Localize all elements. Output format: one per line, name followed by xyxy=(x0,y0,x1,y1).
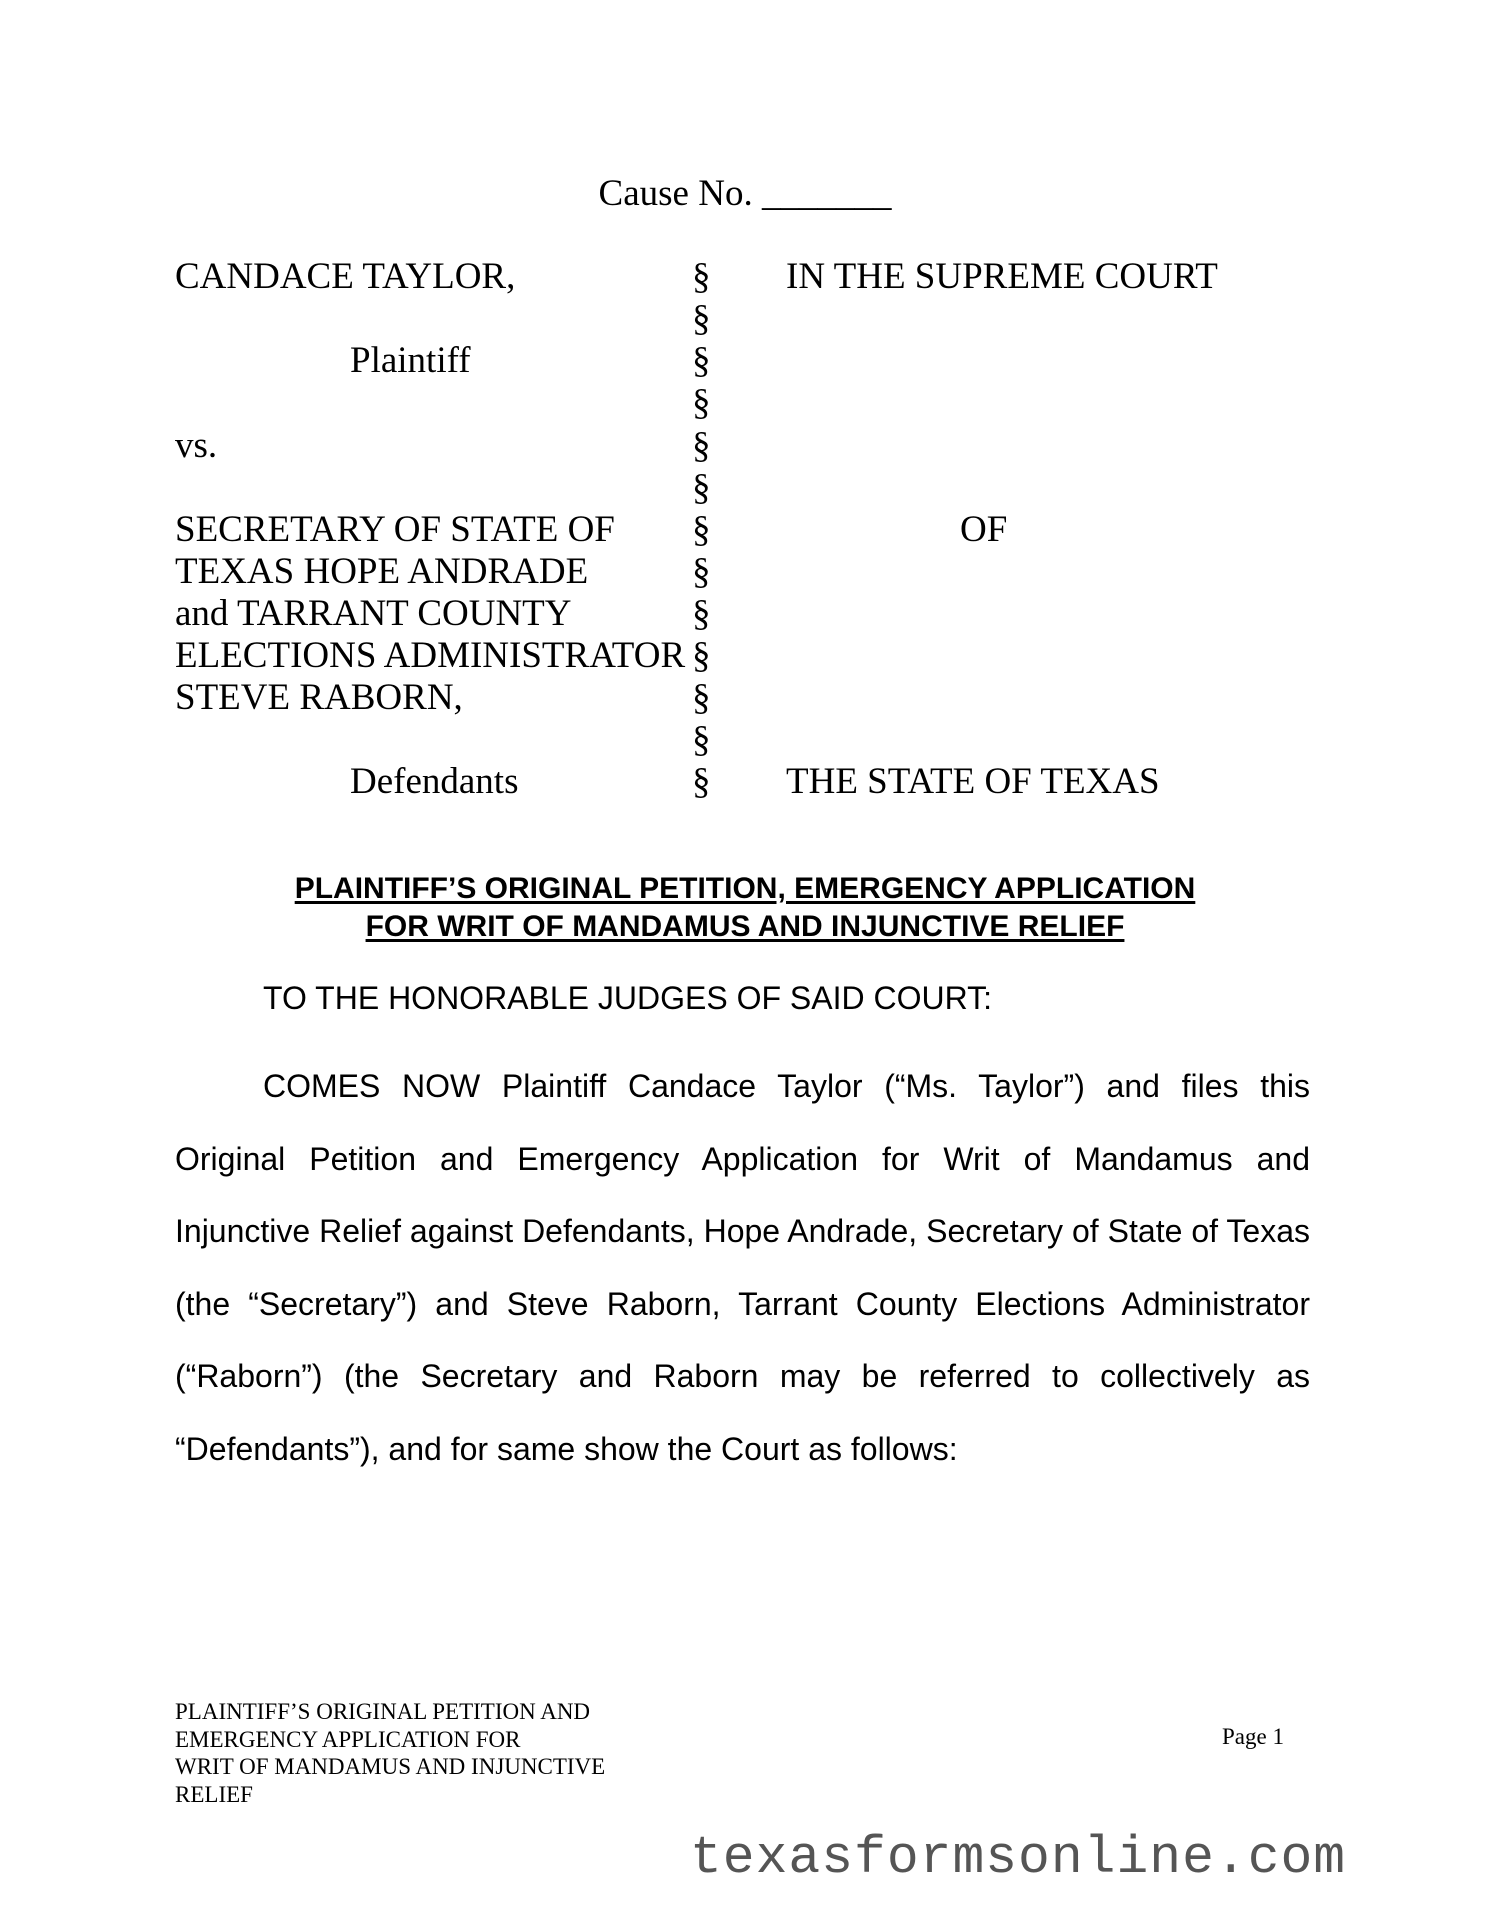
defendant-line-5: STEVE RABORN, xyxy=(175,677,463,718)
document-title-line-1: PLAINTIFF’S ORIGINAL PETITION, EMERGENCY APPLICATION xyxy=(294,872,1196,905)
defendant-line-4: ELECTIONS ADMINISTRATOR xyxy=(175,635,686,676)
section-symbol: § xyxy=(692,761,711,802)
section-symbol: § xyxy=(692,256,711,297)
document-title-line-2: FOR WRIT OF MANDAMUS AND INJUNCTIVE RELIEF xyxy=(365,910,1125,943)
section-symbol: § xyxy=(692,425,711,466)
cause-number: Cause No. _______ xyxy=(598,173,892,214)
section-symbol: § xyxy=(692,593,711,634)
footer-caption-line-3: WRIT OF MANDAMUS AND INJUNCTIVE xyxy=(175,1754,606,1779)
document-title xyxy=(0,870,1490,946)
section-symbol: § xyxy=(692,298,711,339)
section-symbol: § xyxy=(692,509,711,550)
section-symbol: § xyxy=(692,340,711,381)
court-name-line-1: IN THE SUPREME COURT xyxy=(786,256,1218,297)
defendant-role: Defendants xyxy=(350,761,519,802)
footer-caption-line-1: PLAINTIFF’S ORIGINAL PETITION AND xyxy=(175,1699,591,1724)
plaintiff-role: Plaintiff xyxy=(350,340,471,381)
court-name-line-2: OF xyxy=(960,509,1008,550)
section-symbol: § xyxy=(692,382,711,423)
footer-caption-line-4: RELIEF xyxy=(175,1781,253,1807)
court-name-line-3: THE STATE OF TEXAS xyxy=(786,761,1160,802)
defendant-line-1: SECRETARY OF STATE OF xyxy=(175,509,615,550)
body-paragraph: COMES NOW Plaintiff Candace Taylor (“Ms. Taylor”) and files this Original Petition and Emergency Application for Writ of Mandamus and Injunctive Relief against Defendants, Hope Andrade, Secretary of State of Texas (the “Secretary”) and Steve Raborn, Tarrant County Elections Administrator (“Raborn”) (the Secretary and Raborn may be referred to collectively as “Defendants”), and for same show the Court as follows: xyxy=(175,1068,1310,1467)
court-address: TO THE HONORABLE JUDGES OF SAID COURT: xyxy=(263,980,993,1016)
body-text xyxy=(175,1050,1310,1485)
section-symbol: § xyxy=(692,551,711,592)
footer-caption xyxy=(175,1698,605,1808)
footer-caption-line-2: EMERGENCY APPLICATION FOR xyxy=(175,1726,521,1752)
versus-label: vs. xyxy=(175,425,218,466)
defendant-line-2: TEXAS HOPE ANDRADE xyxy=(175,551,589,592)
defendant-line-3: and TARRANT COUNTY xyxy=(175,593,572,634)
page-number: Page 1 xyxy=(1222,1724,1284,1749)
section-symbol: § xyxy=(692,467,711,508)
plaintiff-name: CANDACE TAYLOR, xyxy=(175,256,516,297)
section-symbol: § xyxy=(692,635,711,676)
section-symbol: § xyxy=(692,677,711,718)
watermark: texasformsonline.com xyxy=(690,1828,1347,1888)
section-symbol: § xyxy=(692,719,711,760)
